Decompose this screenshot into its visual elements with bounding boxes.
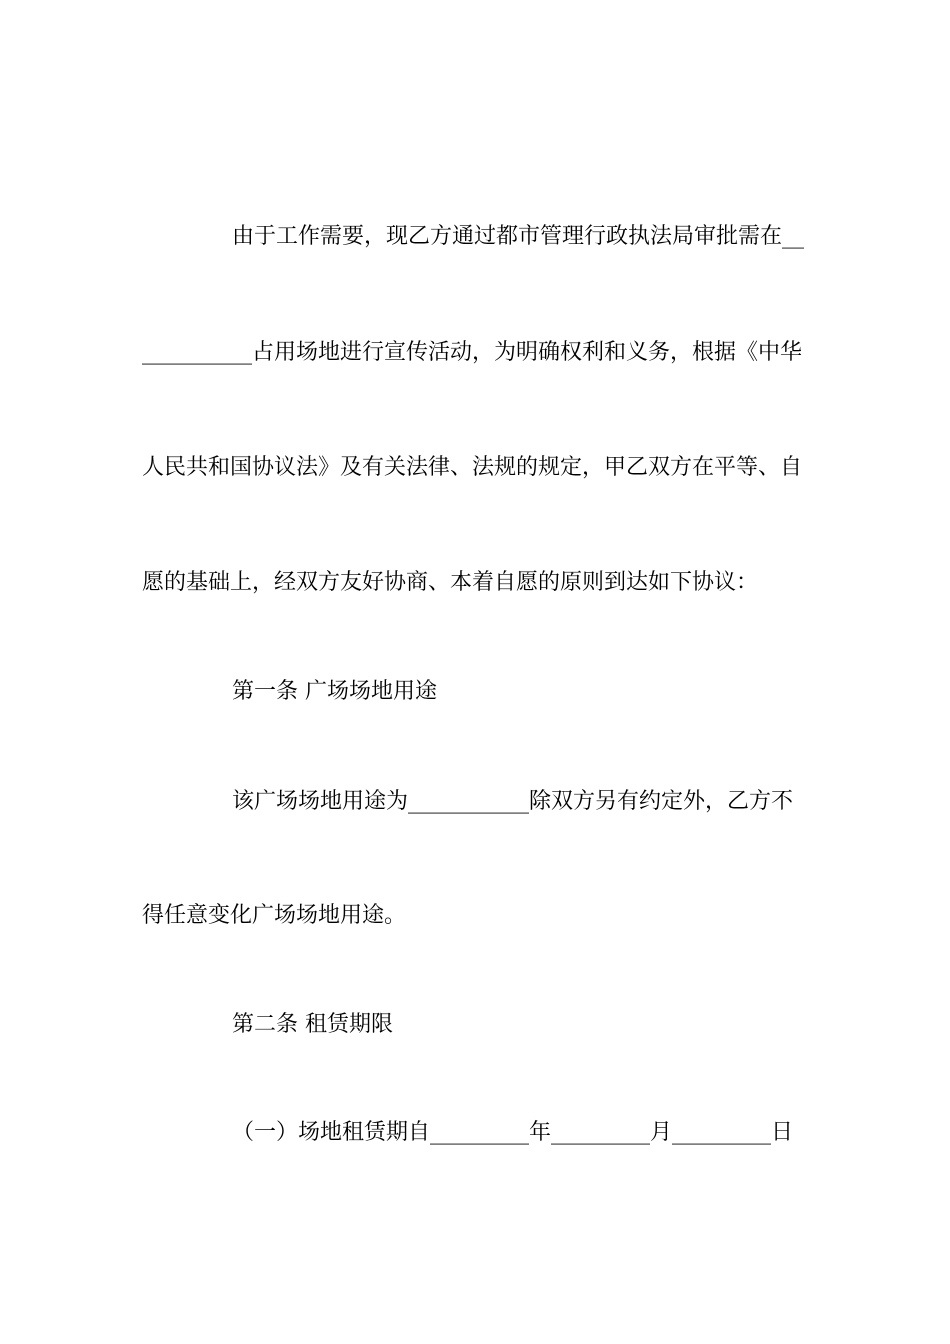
article-heading: 第一条 广场场地用途 bbox=[232, 679, 437, 704]
paragraph-line: （一）场地租赁期自_________年_________月_________日 bbox=[232, 1120, 794, 1145]
paragraph-line: 得任意变化广场场地用途。 bbox=[142, 903, 407, 928]
paragraph-line: 由于工作需要，现乙方通过都市管理行政执法局审批需在__ bbox=[232, 224, 805, 249]
paragraph-line: __________占用场地进行宣传活动，为明确权利和义务，根据《中华 bbox=[142, 340, 803, 365]
paragraph-line: 愿的基础上，经双方友好协商、本着自愿的原则到达如下协议： bbox=[142, 570, 759, 595]
article-heading: 第二条 租赁期限 bbox=[232, 1012, 393, 1037]
paragraph-line: 人民共和国协议法》及有关法律、法规的规定，甲乙双方在平等、自 bbox=[142, 455, 803, 480]
paragraph-line: 该广场场地用途为___________除双方另有约定外，乙方不 bbox=[232, 789, 794, 814]
